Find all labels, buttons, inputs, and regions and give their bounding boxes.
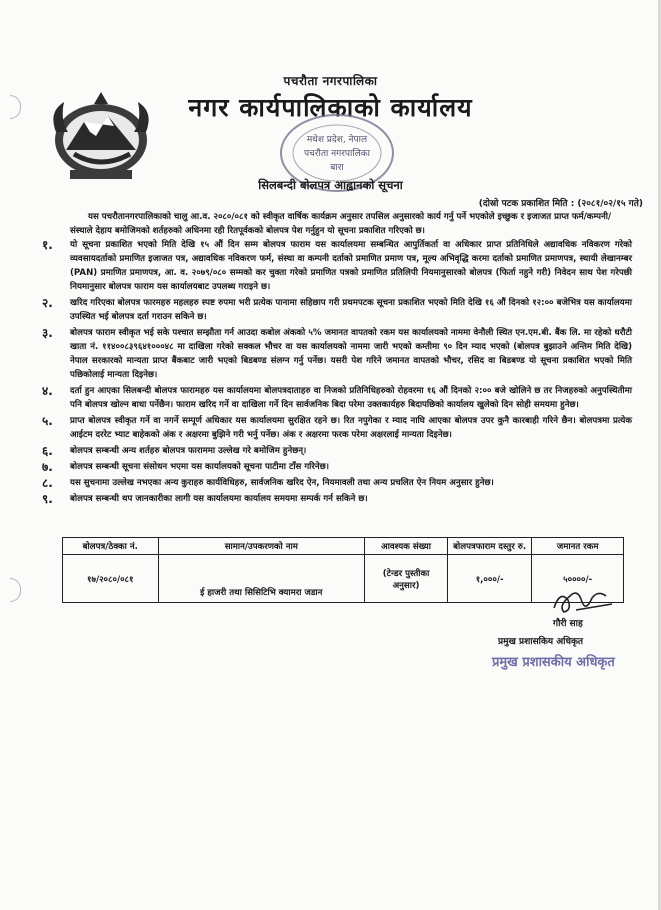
- signer-name: गौरी साह: [553, 619, 583, 629]
- clause-item: [42, 476, 632, 490]
- designation-seal: प्रमुख प्रशासकीय अधिकृत: [492, 655, 615, 670]
- clause-text: यस सुचनामा उल्लेख नभएका अन्य कुराहरु कार्यविधिहरु, सार्वजनिक खरिद ऐन, नियमावली तथा अन्य प्रचलित ऐन नियम अनुसार हुनेछ।: [70, 478, 494, 488]
- clause-item: [42, 384, 632, 412]
- column-header: आवश्यक संख्या: [365, 538, 448, 555]
- clause-item: [42, 296, 632, 324]
- clause-number: २.: [42, 296, 53, 310]
- clause-item: [42, 460, 632, 474]
- column-header: बोलपत्रफाराम दस्तुर रु.: [447, 538, 531, 555]
- municipality-name: पचरौता नगरपालिका: [283, 74, 378, 88]
- clause-text: बोलपत्र फाराम स्वीकृत भई सके पश्चात सम्झौता गर्न आउदा कबोल अंकको ५% जमानत वापतको रकम यस कार्यालयको नाममा वेनौली स्थित एन.एम.बी. बैंक लि. मा रहेको धरौटी खाता नं. ११४००८३९६४१०००४८ मा दाखिला गरेको सक्कल भौचर वा यस कार्यालयको नाममा जारी भएको कम्तीमा ९० दिन म्याद भएको (बोलपत्र बुझाउने अन्तिम मिति देखि) नेपाल सरकारको मान्यता प्राप्त बैंकबाट जारी भएको बिडबण्ड संलग्न गर्नु पर्नेछ। यसरी पेश गरिने जमानत वापतको भौचर, रसिद वा बिडबण्ड यो सूचना प्रकाशित भएको मिति पछिकोलाई मान्यता दिइनेछ।: [70, 328, 632, 380]
- clauses-list: [42, 238, 632, 508]
- clause-item: [42, 326, 632, 382]
- office-title: नगर कार्यपालिकाको कार्यालय: [188, 93, 473, 122]
- table-cell: ई हाजरी तथा सिसिटिभि क्यामरा जडान: [158, 555, 365, 603]
- table-cell: ५००००/-: [532, 555, 624, 603]
- clause-number: ७.: [42, 460, 53, 474]
- clause-text: प्राप्त बोलपत्र स्वीकृत गर्ने वा नगर्ने सम्पूर्ण अधिकार यस कार्यालयमा सुरक्षित रहने छ। रित नपुगेका र म्याद नाघि आएका बोलपत्र उपर कुनै कारबाही गरिने छैन। बोलपत्रमा प्रत्येक आईटम दररेट भ्याट बाहेकको अंक र अक्षरमा बुझिने गरी भर्नु पर्नेछ। अंक र अक्षरमा फरक परेमा अक्षरलाई मान्यता दिइनेछ।: [70, 416, 632, 440]
- clause-text: दर्ता हुन आएका सिलबन्दी बोलपत्र फारामहरु यस कार्यालयमा बोलपत्रदाताहरु वा निजको प्रतिनिधिहरुको रोहवरमा १६ औं दिनको २:०० बजे खोलिने छ तर निजहरुको अनुपस्थितीमा पनि बोलपत्र खोल्न बाधा पर्नेछैन। फाराम खरिद गर्ने वा दाखिला गर्ने दिन सार्वजनिक बिदा परेमा उक्तकार्यहरु बिदापछिको कार्यालय खुलेको दिन सोही समयमा हुनेछ।: [70, 386, 632, 410]
- stamp-line-3: बारा: [330, 163, 344, 173]
- stamp-line-1: मधेश प्रदेश, नेपाल: [306, 135, 368, 145]
- punch-hole: [10, 578, 21, 602]
- clause-item: [42, 238, 632, 294]
- clause-item: [42, 444, 632, 458]
- clause-number: ५.: [42, 414, 53, 428]
- table-cell: १७/२०८०/०८१: [63, 555, 159, 603]
- clause-number: ८.: [42, 476, 53, 490]
- clause-text: यो सूचना प्रकाशित भएको मिति देखि १५ औं दिन सम्म बोलपत्र फाराम यस कार्यालयमा सम्बन्धित आपुर्तिकर्ता वा अधिकार प्राप्त प्रतिनिधिले अद्यावधिक नविकरण गरेको व्यवसायदर्ताको प्रमाणित इजाजत पत्र, अद्यावधिक नविकरण फर्म, संस्था वा कम्पनी दर्ताको प्रमाणित प्रमाण पत्र, मूल्य अभिवृद्धि करमा दर्ताको प्रमाणित प्रमाणपत्र, स्थायी लेखानम्बर (PAN) प्रमाणित प्रमाणपत्र, आ. व. २०७९/०८० सम्मको कर चुक्ता गरेको प्रमाणित पत्रको प्रमाणित प्रतिलिपी नियमानुसारको बोलपत्र (फिर्ता नहुने गरी) निवेदन साथ पेश गरेपछी नियमानुसार बोलपत्र फाराम यस कार्यालयबाट उपलब्ध गराइने छ।: [70, 240, 632, 292]
- clause-text: बोलपत्र सम्बन्धी अन्य शर्तहरु बोलपत्र फाराममा उल्लेख गरे बमोजिम हुनेछन्।: [70, 446, 307, 456]
- table-cell: १,०००/-: [447, 555, 531, 603]
- notice-title: सिलबन्दी बोलपत्र आह्वानको सूचना: [258, 178, 403, 192]
- column-header: बोलपत्र/ठेक्का नं.: [63, 538, 159, 555]
- clause-number: ३.: [42, 326, 53, 340]
- table-cell: (टेन्डर पुस्तीका अनुसार): [365, 555, 448, 603]
- bid-items-table: [62, 537, 624, 603]
- clause-text: बोलपत्र सम्बन्धी सूचना संसोधन भएमा यस कार्यालयको सूचना पाटीमा टाँस गरिनेछ।: [70, 462, 329, 472]
- table-header-row: [63, 538, 624, 555]
- second-publication-date: (दोस्रो पटक प्रकाशित मिति : (२०८१/०२/१५ गते): [478, 199, 643, 209]
- column-header: जमानत रकम: [532, 538, 624, 555]
- stamp-line-2: पचरौता नगरपालिका: [303, 149, 371, 159]
- clause-item: [42, 414, 632, 442]
- intro-paragraph: यस पचरौतानगरपालिकाको चालु आ.व. २०८०/०८१ को स्वीकृत वार्षिक कार्यक्रम अनुसार तपसिल अनुसारको कार्य गर्नु पर्ने भएकोले इच्छुक र इजाजत प्राप्त फर्म/कम्पनी/संस्थाले देहाय बमोजिमको शर्तहरुको अधिनमा रही रितपूर्वकको बोलपत्र पेश गर्नुहुन यो सूचना प्रकाशित गरिएको छ।: [70, 212, 612, 236]
- clause-number: ९.: [42, 492, 53, 506]
- clause-number: १.: [42, 238, 53, 252]
- clause-number: ६.: [42, 444, 53, 458]
- clause-number: ४.: [42, 384, 53, 398]
- clause-text: खरिद गरिएका बोलपत्र फारमहरु महलहरु स्पष्ट रुपमा भरी प्रत्येक पानामा सहिछाप गरी प्रथमपटक सूचना प्रकाशित भएको मिति देखि १६ औं दिनको १२:०० बजेभित्र यस कार्यालयमा उपस्थित भई बोलपत्र दर्ता गराउन सकिने छ।: [70, 298, 632, 322]
- signer-title: प्रमुख प्रशासकिय अधिकृत: [498, 637, 584, 647]
- clause-text: बोलपत्र सम्बन्धी थप जानकारीका लागी यस कार्यालयमा कार्यालय समयमा सम्पर्क गर्न सकिने छ।: [70, 494, 368, 504]
- column-header: सामान/उपकरणको नाम: [158, 538, 365, 555]
- handwritten-signature: [546, 586, 616, 620]
- table-row: [63, 555, 624, 603]
- clause-item: [42, 492, 632, 506]
